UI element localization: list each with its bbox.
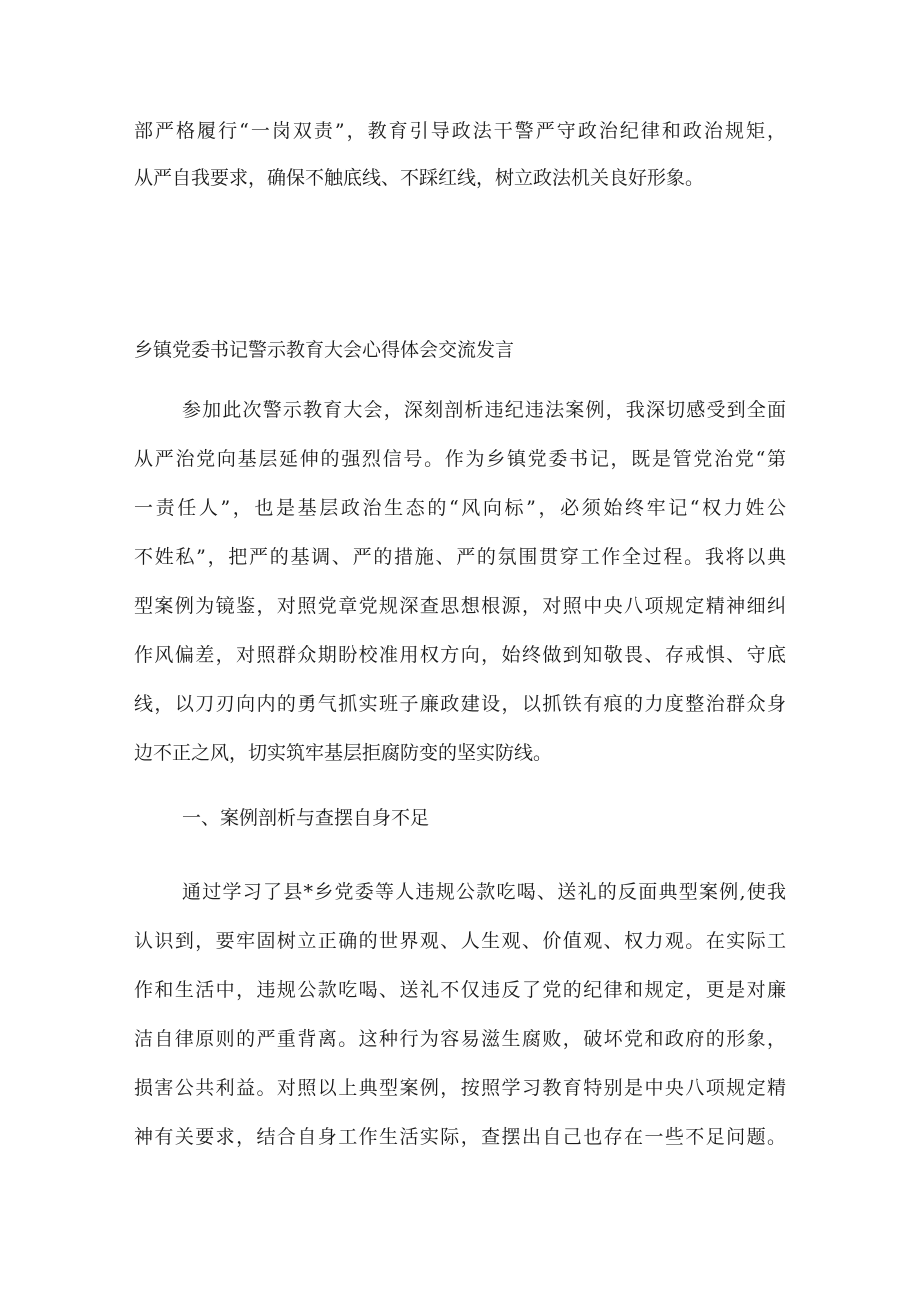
paragraph-line: 部严格履行“一岗双责”，教育引导政法干警严守政治纪律和政治规矩， (134, 120, 786, 142)
paragraph-line: 损害公共利益。对照以上典型案例，按照学习教育特别是中央八项规定精 (134, 1077, 786, 1099)
paragraph-line: 参加此次警示教育大会，深刻剖析违纪违法案例，我深切感受到全面 (182, 399, 786, 421)
paragraph-line: 从严治党向基层延伸的强烈信号。作为乡镇党委书记，既是管党治党“第 (134, 448, 786, 470)
document-title: 乡镇党委书记警示教育大会心得体会交流发言 (134, 339, 515, 361)
paragraph-line: 洁自律原则的严重背离。这种行为容易滋生腐败，破坏党和政府的形象， (134, 1028, 786, 1050)
paragraph-line: 线，以刀刃向内的勇气抓实班子廉政建设，以抓铁有痕的力度整治群众身 (134, 693, 786, 715)
section-heading: 一、案例剖析与查摆自身不足 (182, 807, 430, 829)
paragraph-line: 通过学习了县*乡党委等人违规公款吃喝、送礼的反面典型案例,使我 (182, 881, 786, 903)
paragraph-line: 边不正之风，切实筑牢基层拒腐防变的坚实防线。 (134, 742, 553, 764)
paragraph-line: 从严自我要求，确保不触底线、不踩红线，树立政法机关良好形象。 (134, 167, 705, 189)
paragraph-line: 一责任人”，也是基层政治生态的“风向标”，必须始终牢记“权力姓公 (134, 497, 786, 519)
paragraph-line: 作和生活中，违规公款吃喝、送礼不仅违反了党的纪律和规定，更是对廉 (134, 979, 786, 1001)
paragraph-line: 神有关要求，结合自身工作生活实际，查摆出自己也存在一些不足问题。 (134, 1126, 786, 1148)
paragraph-line: 认识到，要牢固树立正确的世界观、人生观、价值观、权力观。在实际工 (134, 930, 786, 952)
paragraph-line: 不姓私”，把严的基调、严的措施、严的氛围贯穿工作全过程。我将以典 (134, 546, 786, 568)
paragraph-line: 型案例为镜鉴，对照党章党规深查思想根源，对照中央八项规定精神细纠 (134, 595, 786, 617)
paragraph-line: 作风偏差，对照群众期盼校准用权方向，始终做到知敬畏、存戒惧、守底 (134, 644, 786, 666)
